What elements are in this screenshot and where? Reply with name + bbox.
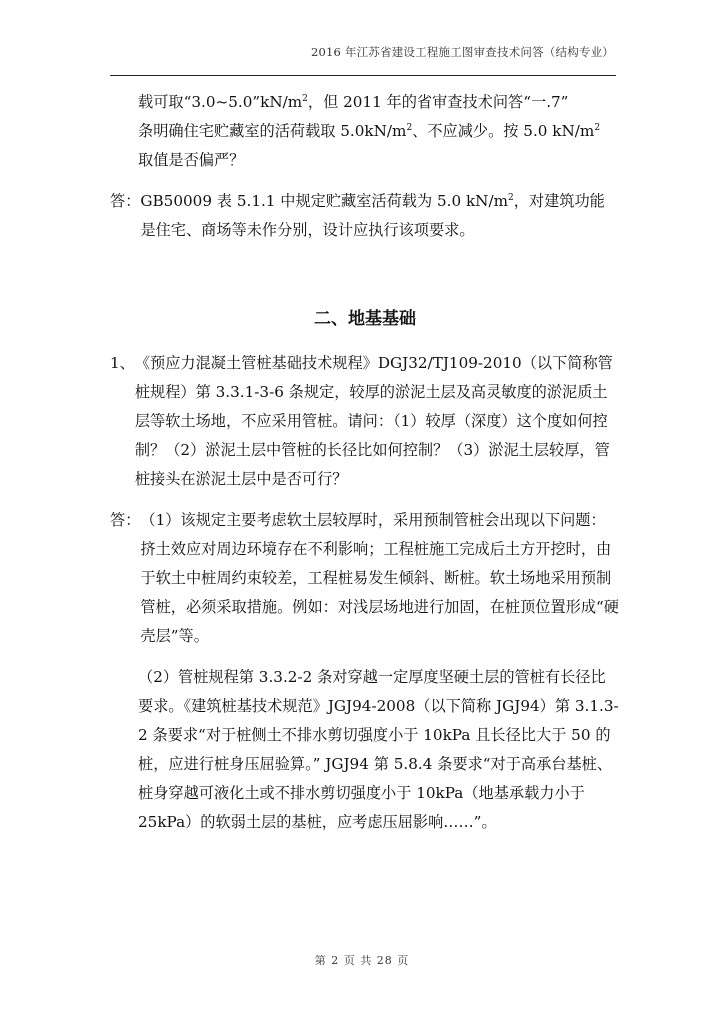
answer-1 [110, 506, 620, 651]
answer-previous [110, 187, 620, 245]
section-heading: 二、地基基础 [314, 309, 416, 329]
text-span: ，对建筑功能是住宅、商场等未作分别，设计应执行该项要求。 [140, 192, 605, 239]
page-header: 2016 年江苏省建设工程施工图审查技术问答（结构专业） [310, 45, 614, 59]
text-span: 、不应减少。按 5.0 kN/m [412, 122, 595, 140]
superscript: 2 [302, 93, 308, 104]
answer-text [140, 187, 620, 245]
text-span: 条明确住宅贮藏室的活荷载取 5.0kN/m [138, 122, 407, 140]
question-1 [110, 349, 620, 494]
question-continuation [110, 88, 620, 175]
answer-lead: 答： [110, 192, 141, 210]
answer-part-1: （1）该规定主要考虑软土层较厚时，采用预制管桩会出现以下问题：挤土效应对周边环境存在不利影响；工程桩施工完成后土方开挖时，由于软土中桩周约束较差，工程桩易发生倾斜、断桩。软土场地采用预制管桩，必须采取措施。例如：对浅层场地进行加固，在桩顶位置形成“硬壳层”等。 [140, 511, 619, 645]
answer-part-2: （2）管桩规程第 3.3.2-2 条对穿越一定厚度坚硬土层的管桩有长径比要求。《建筑桩基技术规范》JGJ94-2008（以下简称 JGJ94）第 3.1.3-2 条要求“对于桩侧土不排水剪切强度小于 10kPa 且长径比大于 50 的桩，应进行桩身压屈验算。” JGJ94 第 5.8.4 条要求“对于高承台基桩、桩身穿越可液化土或不排水剪切强度小于 10kPa（地基承载力小于 25kPa）的软弱土层的基桩，应考虑压屈影响……”。 [138, 668, 619, 831]
document-body [110, 88, 620, 837]
text-span: GB50009 表 5.1.1 中规定贮藏室活荷载为 5.0 kN/m [140, 192, 508, 210]
question-line-2 [138, 117, 620, 146]
text-span: ，但 2011 年的省审查技术问答“一.7” [307, 93, 569, 111]
question-line-3: 取值是否偏严？ [138, 151, 245, 169]
text-span: 载可取“3.0~5.0”kN/m [138, 93, 303, 111]
superscript: 2 [508, 192, 514, 203]
superscript: 2 [594, 122, 601, 133]
question-line-1 [138, 88, 620, 117]
question-text: 《预应力混凝土管桩基础技术规程》DGJ32/TJ109-2010（以下简称管桩规程）第 3.3.1-3-6 条规定，较厚的淤泥土层及高灵敏度的淤泥质土层等软土场地，不应采用管桩。请问：（1）较厚（深度）这个度如何控制？（2）淤泥土层中管桩的长径比如何控制？（3）淤泥土层较厚，管桩接头在淤泥土层中是否可行？ [134, 354, 613, 488]
question-number: 1、 [110, 354, 135, 372]
superscript: 2 [406, 122, 413, 133]
page-number: 第 2 页 共 28 页 [314, 954, 410, 967]
answer-lead: 答： [110, 511, 141, 529]
header-divider [110, 75, 616, 76]
